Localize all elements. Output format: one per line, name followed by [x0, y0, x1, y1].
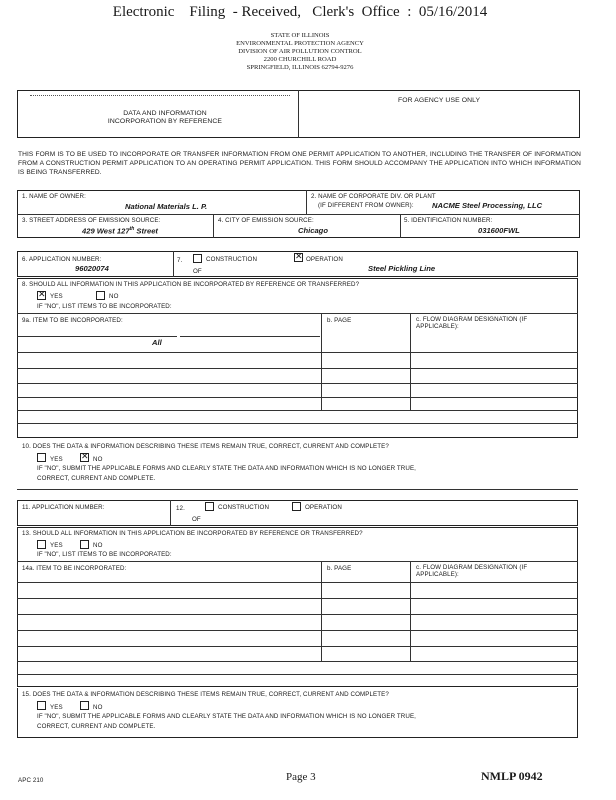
data-true-no-label: NO: [93, 456, 103, 463]
incorporate2-question: 13. SHOULD ALL INFORMATION IN THIS APPLICATION BE INCORPORATED BY REFERENCE OR TRANSFERRED?: [22, 530, 363, 537]
id-number-value: 031600FWL: [478, 226, 520, 235]
list-items-label: IF "NO", LIST ITEMS TO BE INCORPORATED:: [37, 303, 172, 310]
of-label: OF: [193, 268, 202, 275]
data-true2-yes-label: YES: [50, 704, 63, 711]
owner-name-label: 1. NAME OF OWNER:: [22, 193, 86, 200]
street-address-value: [82, 226, 158, 236]
incorporate2-yes-label: YES: [50, 542, 63, 549]
street-address-sup: th: [129, 226, 135, 232]
data-true2-note2: CORRECT, CURRENT AND COMPLETE.: [37, 723, 156, 730]
owner-name-value: National Materials L. P.: [125, 202, 208, 211]
document-id: NMLP 0942: [481, 769, 543, 783]
operation2-label: OPERATION: [305, 504, 342, 511]
of2-label: OF: [192, 516, 201, 523]
agency-use-label: FOR AGENCY USE ONLY: [398, 97, 481, 104]
data-true2-no-checkbox[interactable]: [80, 701, 89, 710]
form-title-line2: INCORPORATION BY REFERENCE: [107, 118, 223, 125]
application1-detail: [17, 278, 578, 438]
street-address-number: 429 West 127: [82, 226, 130, 236]
incorporate2-no-label: NO: [93, 542, 103, 549]
application-number-label: 6. APPLICATION NUMBER:: [22, 256, 102, 263]
data-true-yes-label: YES: [50, 456, 63, 463]
agency-line: STATE OF ILLINOIS: [270, 32, 330, 39]
form-title-line1: DATA AND INFORMATION: [123, 110, 207, 117]
data-true2-no-label: NO: [93, 704, 103, 711]
item2-column-header: 14a. ITEM TO BE INCORPORATED:: [22, 565, 127, 572]
data-true2-question: 15. DOES THE DATA & INFORMATION DESCRIBING THESE ITEMS REMAIN TRUE, CORRECT, CURRENT AND COMPLETE?: [22, 691, 389, 698]
list-items2-label: IF "NO", LIST ITEMS TO BE INCORPORATED:: [37, 551, 172, 558]
agency-line: SPRINGFIELD, ILLINOIS 62794-9276: [246, 64, 354, 71]
field12-number: 12.: [176, 505, 185, 512]
incorporate-no-label: NO: [109, 293, 119, 300]
flow-column-header: c. FLOW DIAGRAM DESIGNATION (IF APPLICABLE):: [416, 316, 528, 330]
incorporate-yes-checkbox[interactable]: ✕: [38, 290, 46, 300]
incorporate-no-checkbox[interactable]: [96, 291, 105, 300]
application-number-value: 96020074: [75, 264, 109, 273]
page-column-header: b. PAGE: [327, 317, 352, 324]
field7-number: 7.: [177, 257, 183, 264]
city-value: Chicago: [298, 226, 328, 235]
data-true-question: 10. DOES THE DATA & INFORMATION DESCRIBING THESE ITEMS REMAIN TRUE, CORRECT, CURRENT AND COMPLETE?: [22, 443, 389, 450]
agency-line: 2200 CHURCHILL ROAD: [263, 56, 337, 63]
data-true2-yes-checkbox[interactable]: [37, 701, 46, 710]
construction2-checkbox[interactable]: [205, 502, 214, 511]
operation-checkbox[interactable]: ✕: [295, 252, 303, 262]
data-true2-note: IF "NO", SUBMIT THE APPLICABLE FORMS AND CLEARLY STATE THE DATA AND INFORMATION WHICH IS NO LONGER TRUE,: [37, 713, 416, 720]
item-value: All: [152, 338, 162, 347]
application2-number-label: 11. APPLICATION NUMBER:: [22, 504, 105, 511]
of-value: Steel Pickling Line: [368, 264, 436, 273]
id-number-label: 5. IDENTIFICATION NUMBER:: [404, 217, 493, 224]
form-id: APC 210: [18, 777, 44, 784]
page-number: Page 3: [286, 771, 316, 783]
construction2-label: CONSTRUCTION: [218, 504, 270, 511]
page2-column-header: b. PAGE: [327, 565, 352, 572]
operation2-checkbox[interactable]: [292, 502, 301, 511]
incorporate-question: 8. SHOULD ALL INFORMATION IN THIS APPLICATION BE INCORPORATED BY REFERENCE OR TRANSFERRED?: [22, 281, 360, 288]
agency-line: DIVISION OF AIR POLLUTION CONTROL: [238, 48, 362, 55]
filing-stamp: Electronic Filing - Received, Clerk's Office : 05/16/2014: [112, 4, 488, 20]
incorporate2-yes-checkbox[interactable]: [37, 540, 46, 549]
city-label: 4. CITY OF EMISSION SOURCE:: [218, 217, 314, 224]
street-address-label: 3. STREET ADDRESS OF EMISSION SOURCE:: [22, 217, 161, 224]
construction-label: CONSTRUCTION: [206, 256, 258, 263]
plant-name-value: NACME Steel Processing, LLC: [432, 201, 543, 210]
plant-name-label: 2. NAME OF CORPORATE DIV. OR PLANT: [311, 193, 436, 200]
agency-line: ENVIRONMENTAL PROTECTION AGENCY: [236, 40, 364, 47]
data-true-note2: CORRECT, CURRENT AND COMPLETE.: [37, 475, 156, 482]
item-column-header: 9a. ITEM TO BE INCORPORATED:: [22, 317, 123, 324]
instructions: THIS FORM IS TO BE USED TO INCORPORATE OR TRANSFER INFORMATION FROM ONE PERMIT APPLICATION TO ANOTHER, INCLUDING THE TRANSFER OF INFORMATION FROM A CONSTRUCTION PERMIT APPLICATION TO AN OPERATING PERMIT APPLICATION. THIS FORM SHOULD ACCOMPANY THE APPLICATION INTO WHICH INFORMATION IS BEING TRANSFERRED.: [18, 151, 581, 176]
data-true-no-checkbox[interactable]: ✕: [81, 452, 89, 462]
incorporate-yes-label: YES: [50, 293, 63, 300]
data-true-note: IF "NO", SUBMIT THE APPLICABLE FORMS AND CLEARLY STATE THE DATA AND INFORMATION WHICH IS NO LONGER TRUE,: [37, 465, 416, 472]
flow2-column-header: c. FLOW DIAGRAM DESIGNATION (IF APPLICABLE):: [416, 564, 528, 578]
plant-name-sublabel: (IF DIFFERENT FROM OWNER):: [318, 202, 414, 209]
incorporate2-no-checkbox[interactable]: [80, 540, 89, 549]
data-true-yes-checkbox[interactable]: [37, 453, 46, 462]
operation-label: OPERATION: [306, 256, 343, 263]
form-title: [40, 110, 290, 126]
street-address-street: Street: [134, 226, 158, 236]
construction-checkbox[interactable]: [193, 254, 202, 263]
agency-header: [150, 32, 450, 72]
